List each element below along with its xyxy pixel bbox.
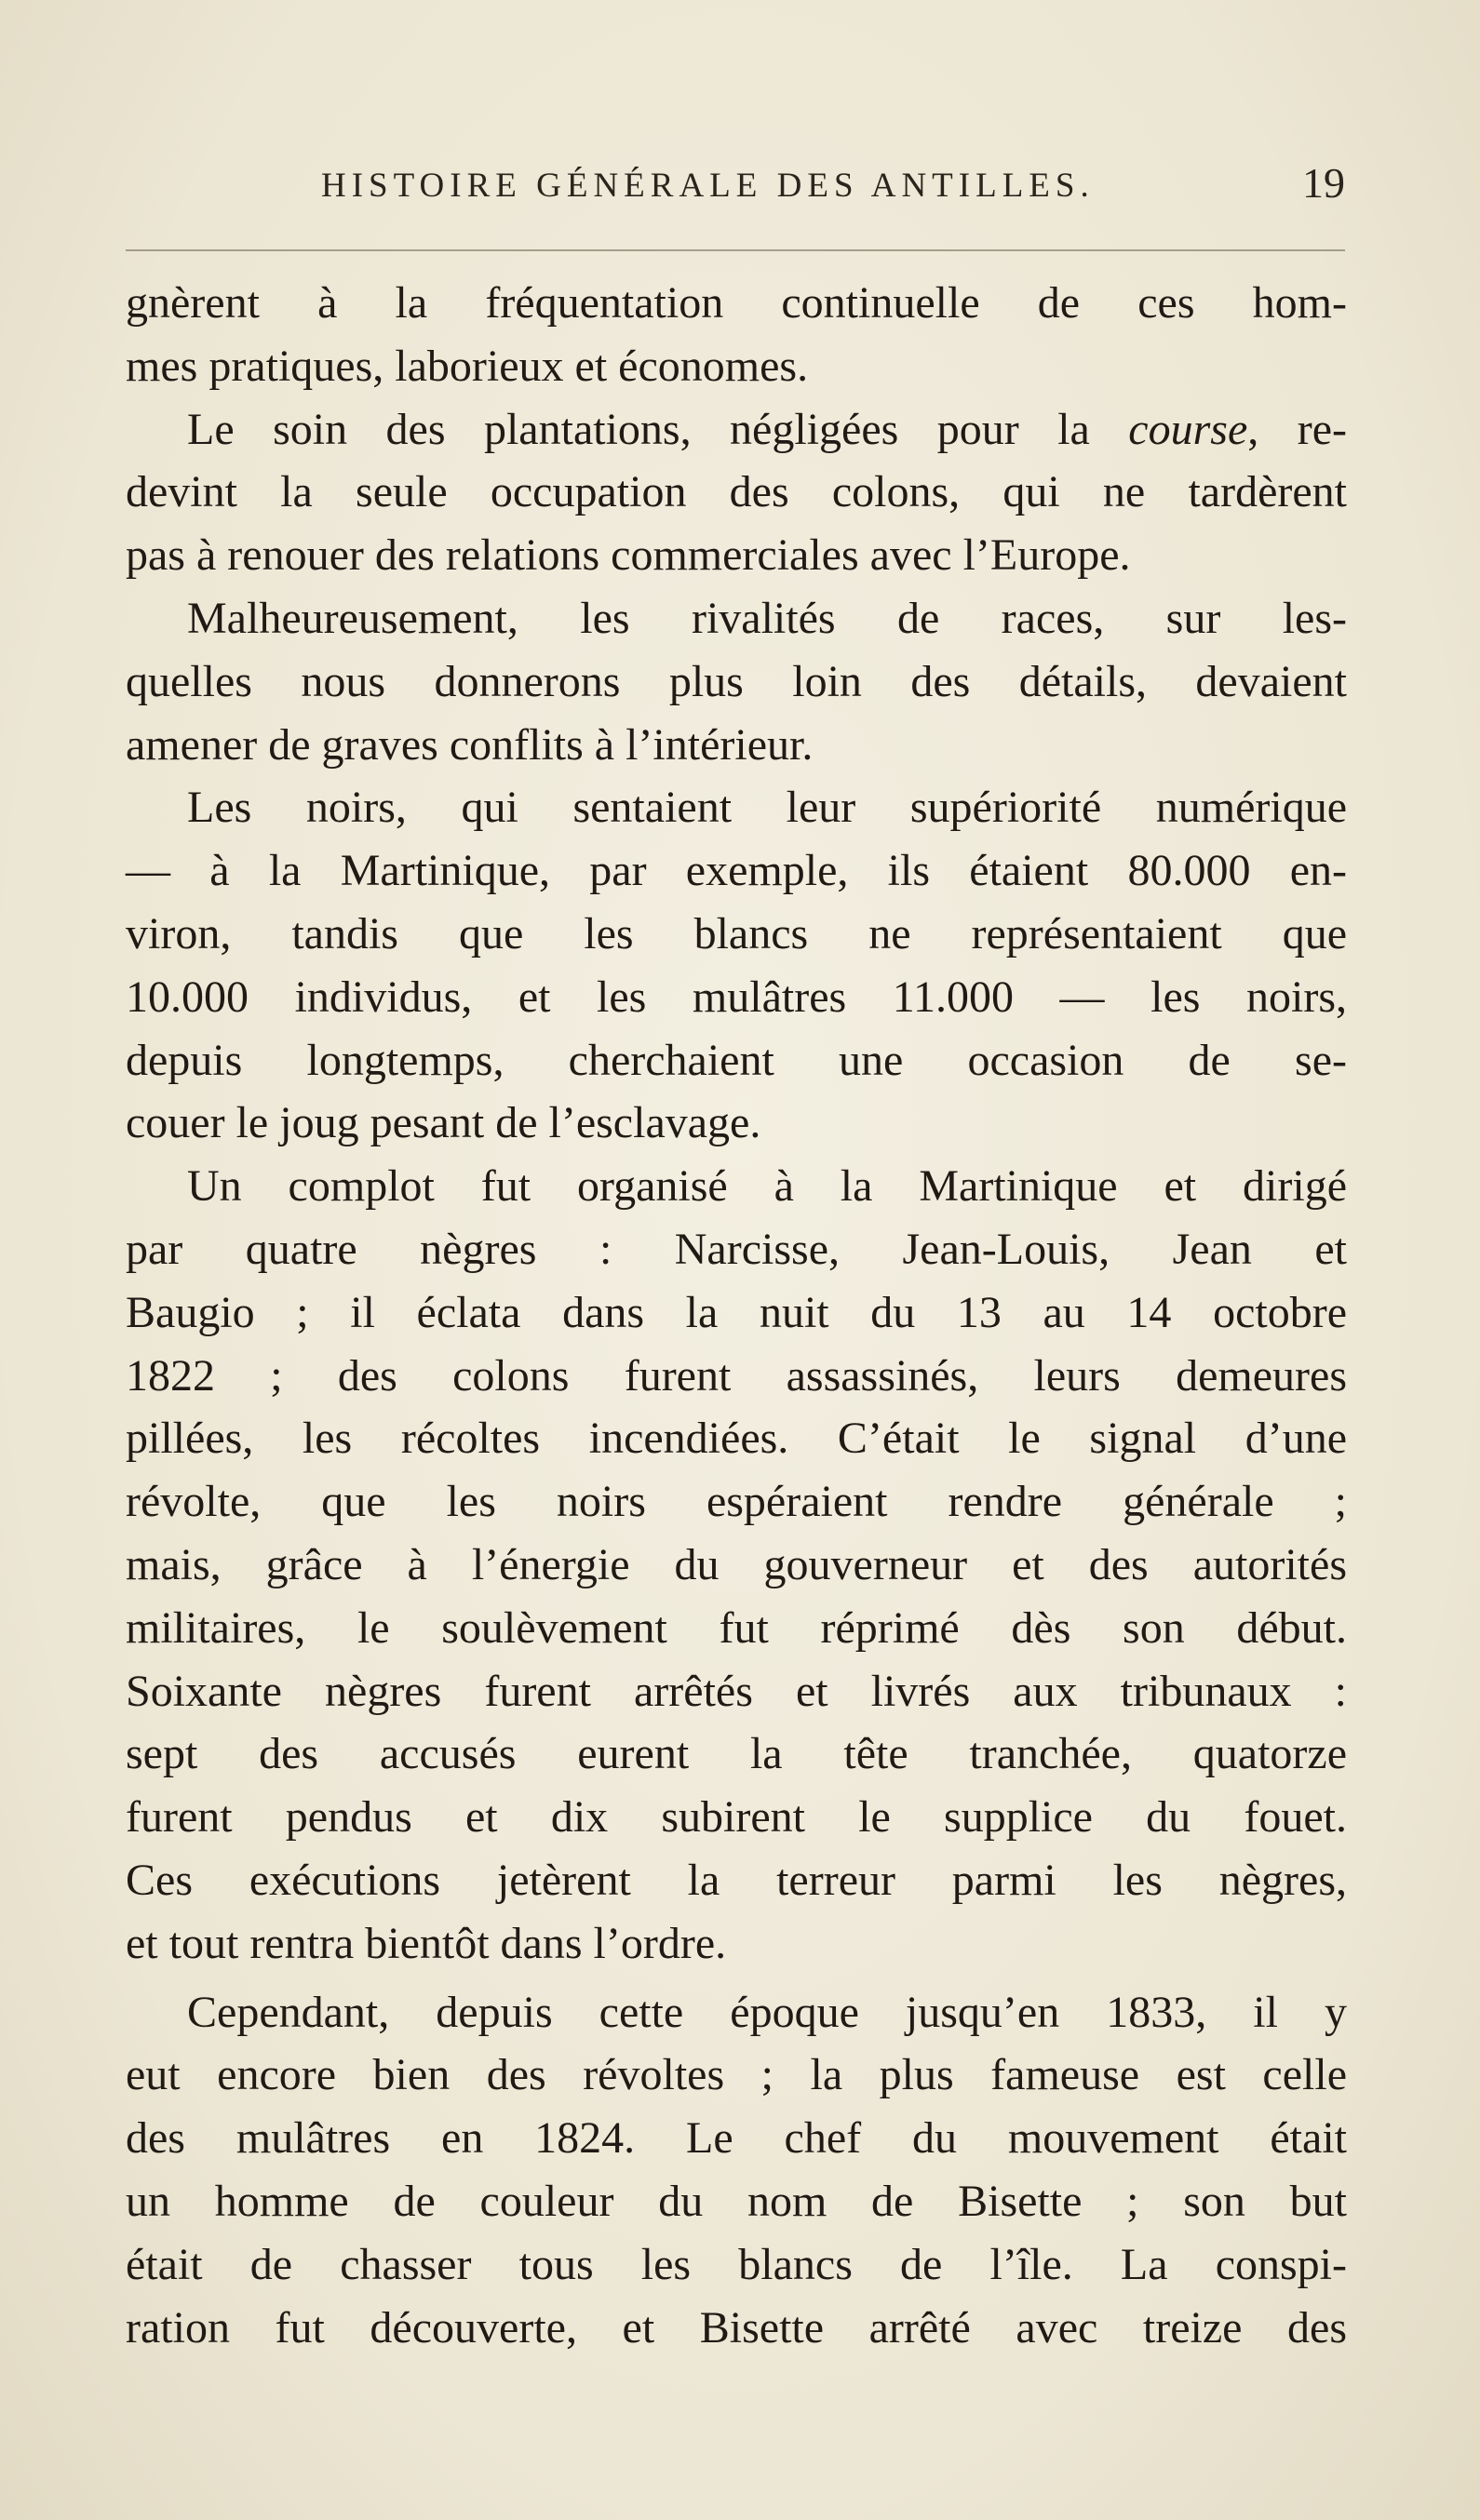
text-line: Les noirs, qui sentaient leur supériorité numérique (187, 783, 1347, 833)
running-title: HISTOIRE GÉNÉRALE DES ANTILLES. (321, 167, 1095, 205)
text-line: 10.000 individus, et les mulâtres 11.000 — les noirs, (126, 972, 1347, 1022)
text-line: sept des accusés eurent la tête tranchée, quatorze (126, 1729, 1347, 1779)
text-line: militaires, le soulèvement fut réprimé dès son début. (126, 1602, 1347, 1653)
page-header (126, 158, 1345, 214)
body-text (126, 272, 1347, 2359)
text-line: par quatre nègres : Narcisse, Jean-Louis, Jean et (126, 1224, 1347, 1274)
text-line: mais, grâce à l’énergie du gouverneur et des autorités (126, 1539, 1347, 1589)
text-line: et tout rentra bientôt dans l’ordre. (126, 1918, 727, 1968)
text-line: viron, tandis que les blancs ne représentaient que (126, 908, 1347, 958)
text-line: pillées, les récoltes incendiées. C’était le signal d’une (126, 1414, 1347, 1464)
text-line: Baugio ; il éclata dans la nuit du 13 au 14 octobre (126, 1287, 1347, 1337)
text-line: eut encore bien des révoltes ; la plus fameuse est celle (126, 2050, 1347, 2100)
text-run: , re- (1247, 404, 1347, 454)
text-line: des mulâtres en 1824. Le chef du mouvement était (126, 2113, 1347, 2164)
text-line (126, 398, 1347, 462)
text-line: couer le joug pesant de l’esclavage. (126, 1098, 761, 1148)
text-line: furent pendus et dix subirent le supplice du fouet. (126, 1792, 1347, 1843)
text-line: Un complot fut organisé à la Martinique et dirigé (187, 1161, 1347, 1212)
text-line: quelles nous donnerons plus loin des détails, devaient (126, 656, 1347, 706)
text-line: un homme de couleur du nom de Bisette ; son but (126, 2176, 1347, 2226)
text-line: pas à renouer des relations commerciales avec l’Europe. (126, 530, 1131, 581)
header-rule (126, 249, 1345, 251)
text-line: Malheureusement, les rivalités de races, sur les- (187, 593, 1347, 643)
text-run: Le soin des plantations, négligées pour la (187, 404, 1129, 454)
text-line: — à la Martinique, par exemple, ils étaient 80.000 en- (126, 846, 1347, 896)
text-line: 1822 ; des colons furent assassinés, leurs demeures (126, 1350, 1347, 1401)
text-line: amener de graves conflits à l’intérieur. (126, 719, 814, 770)
text-line: révolte, que les noirs espéraient rendre générale ; (126, 1477, 1347, 1527)
text-line: mes pratiques, laborieux et économes. (126, 341, 809, 391)
text-line: depuis longtemps, cherchaient une occasion de se- (126, 1035, 1347, 1085)
text-line: Cependant, depuis cette époque jusqu’en 1833, il y (187, 1987, 1347, 2037)
text-line: devint la seule occupation des colons, qui ne tardèrent (126, 467, 1347, 517)
text-line: gnèrent à la fréquentation continuelle de ces hom- (126, 278, 1347, 328)
text-line: Ces exécutions jetèrent la terreur parmi les nègres, (126, 1855, 1347, 1905)
italic-word: course (1128, 404, 1248, 454)
text-line: ration fut découverte, et Bisette arrêté avec treize des (126, 2302, 1347, 2352)
text-line: Soixante nègres furent arrêtés et livrés aux tribunaux : (126, 1666, 1347, 1716)
text-line: était de chasser tous les blancs de l’île. La conspi- (126, 2239, 1347, 2289)
page-number: 19 (1302, 159, 1345, 207)
